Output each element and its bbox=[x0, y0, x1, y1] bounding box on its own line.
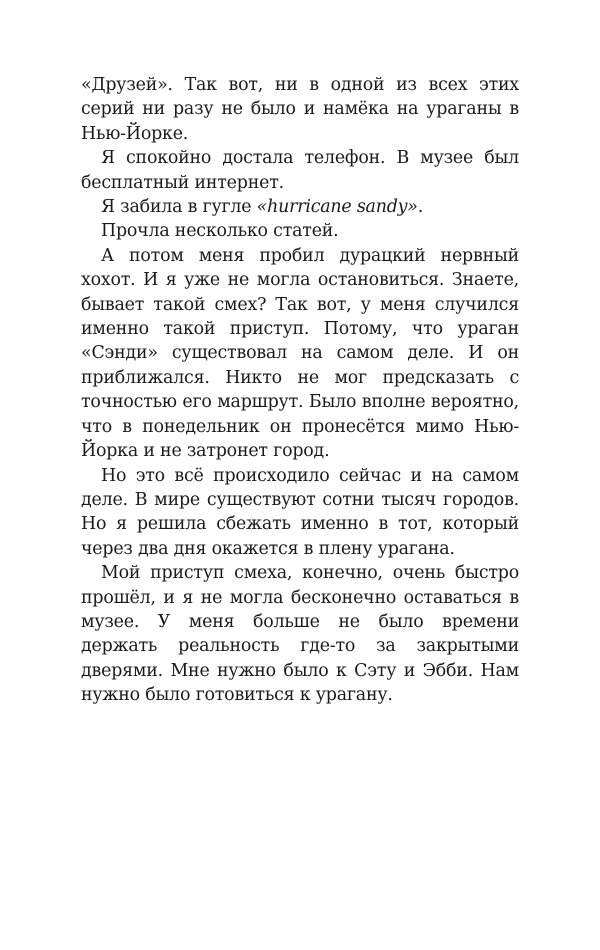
paragraph-3-lead: Я забила в гугле bbox=[101, 197, 257, 218]
paragraph-3 bbox=[81, 195, 519, 219]
paragraph-6: Но это всё происходило сейчас и на самом деле. В мире существуют сотни тысяч городов. Но я решила сбежать именно в тот, который через два дня окажется в плену урагана. bbox=[81, 465, 519, 559]
body-text bbox=[81, 73, 519, 708]
paragraph-1: «Друзей». Так вот, ни в одной из всех этих серий ни разу не было и намёка на ураганы в Нью-Йорке. bbox=[81, 75, 519, 144]
paragraph-5: А потом меня пробил дурацкий нервный хохот. И я уже не могла остановиться. Знаете, бывает такой смех? Так вот, у меня случился именно такой приступ. Потому, что ураган «Сэнди» существовал на самом деле. И он приближался. Никто не мог предсказать с точностью его маршрут. Было вполне вероятно, что в понедельник он пронесётся мимо Нью-Йорка и не затронет город. bbox=[81, 245, 519, 462]
paragraph-4: Прочла несколько статей. bbox=[101, 221, 339, 242]
paragraph-7: Мой приступ смеха, конечно, очень быстро прошёл, и я не могла бесконечно оставаться в музее. У меня больше не было времени держать реальность где-то за закрытыми дверями. Мне нужно было к Сэту и Эбби. Нам нужно было готовиться к урагану. bbox=[81, 563, 519, 706]
paragraph-2: Я спокойно достала телефон. В музее был бесплатный интернет. bbox=[81, 148, 519, 193]
search-query-emphasis: «hurricane sandy» bbox=[256, 197, 418, 218]
paragraph-3-end: . bbox=[417, 197, 424, 218]
